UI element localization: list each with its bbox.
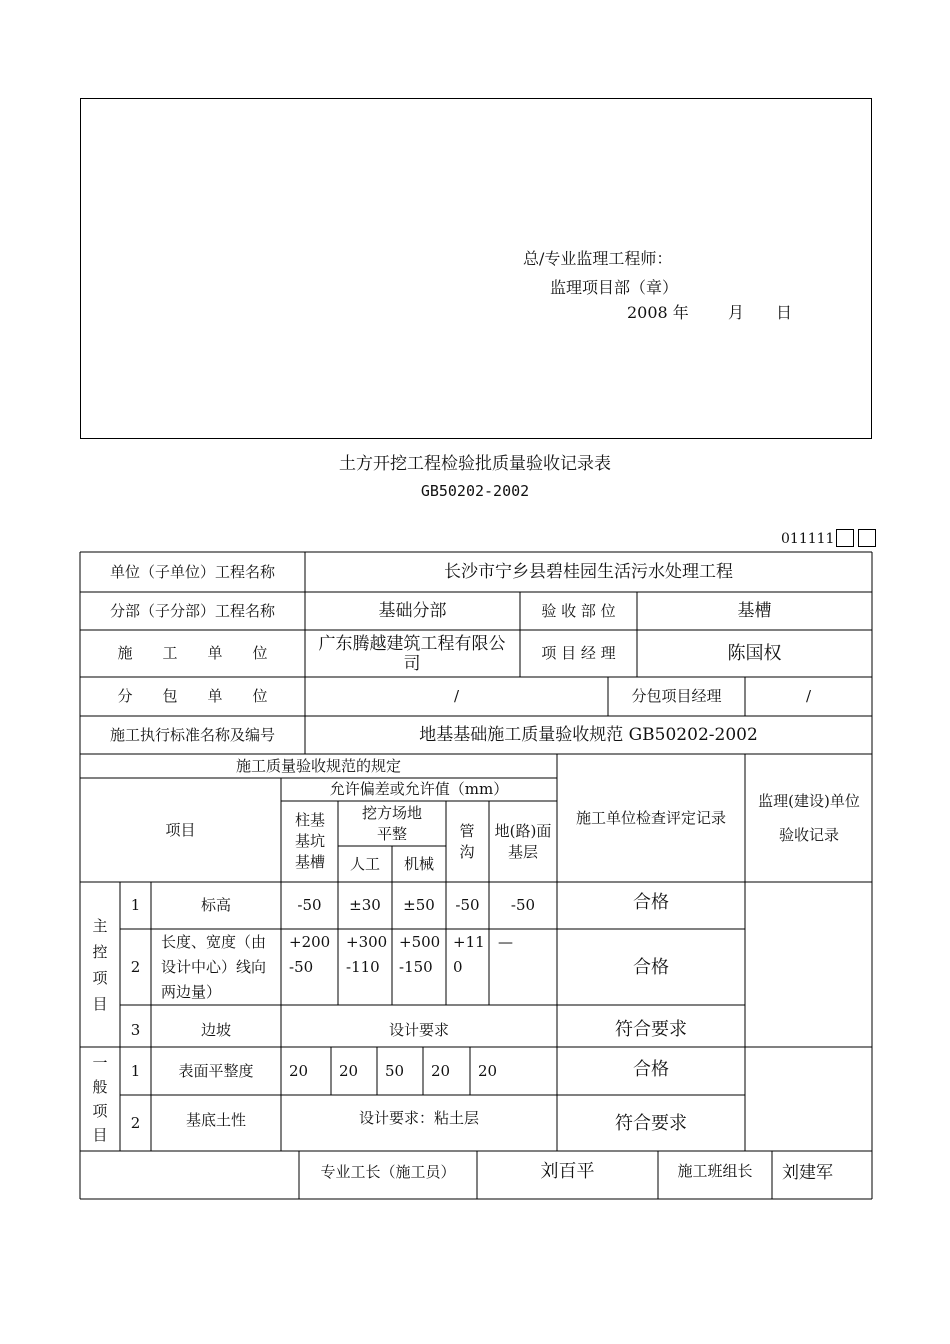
main-2-no: 2 bbox=[130, 957, 141, 976]
col-road: 地(路)面基层 bbox=[494, 821, 552, 861]
main-3-name: 边坡 bbox=[200, 1020, 231, 1039]
main-2-v2[interactable]: +300 -110 bbox=[346, 933, 388, 976]
date-year: 2008 年 bbox=[627, 303, 689, 322]
main-2-v3[interactable]: +500 -150 bbox=[399, 933, 441, 976]
main-1-v5[interactable]: -50 bbox=[510, 896, 536, 914]
main-1-result[interactable]: 合格 bbox=[633, 892, 669, 913]
main-1-v1[interactable]: -50 bbox=[297, 896, 322, 914]
std-value[interactable]: 地基基础施工质量验收规范 GB50202-2002 bbox=[419, 724, 758, 745]
general-1-v3[interactable]: 50 bbox=[385, 1061, 405, 1080]
contractor-label: 施 工 单 位 bbox=[117, 644, 268, 662]
main-group-label: 主控项目 bbox=[92, 916, 108, 1013]
main-2-result[interactable]: 合格 bbox=[633, 956, 669, 978]
main-1-v3[interactable]: ±50 bbox=[403, 896, 435, 914]
general-2-name: 基底土性 bbox=[185, 1110, 246, 1129]
main-2-v1[interactable]: +200 -50 bbox=[289, 933, 331, 976]
project-label: 单位（子单位）工程名称 bbox=[109, 562, 275, 581]
main-2-v5[interactable]: — bbox=[498, 933, 513, 951]
manager-value[interactable]: 陈国权 bbox=[727, 643, 782, 664]
main-3-merged[interactable]: 设计要求 bbox=[388, 1020, 449, 1039]
general-group-label: 一般项目 bbox=[92, 1054, 108, 1144]
sub-manager-value[interactable]: / bbox=[805, 687, 812, 705]
subproject-label: 分部（子分部）工程名称 bbox=[109, 601, 275, 620]
col-manual: 人工 bbox=[349, 854, 380, 873]
main-3-result[interactable]: 符合要求 bbox=[615, 1018, 687, 1040]
contractor-check-header: 施工单位检查评定记录 bbox=[575, 808, 726, 827]
engineer-label: 总/专业监理工程师： bbox=[523, 249, 673, 268]
sub-label: 分 包 单 位 bbox=[117, 687, 268, 705]
subproject-value[interactable]: 基础分部 bbox=[378, 600, 447, 621]
page-title: 土方开挖工程检验批质量验收记录表 bbox=[339, 454, 611, 474]
team-label: 施工班组长 bbox=[677, 1161, 753, 1180]
date-month: 月 bbox=[728, 303, 745, 322]
main-2-name: 长度、宽度（由设计中心）线向两边量） bbox=[161, 932, 267, 1001]
tolerance-header: 允许偏差或允许值（mm） bbox=[329, 780, 509, 798]
spec-header: 施工质量验收规范的规定 bbox=[235, 756, 401, 775]
accept-part-value[interactable]: 基槽 bbox=[737, 600, 772, 621]
col-pit: 柱基基坑基槽 bbox=[294, 811, 325, 871]
general-1-v4[interactable]: 20 bbox=[431, 1061, 451, 1080]
standard-code: GB50202-2002 bbox=[420, 482, 530, 500]
general-1-no: 1 bbox=[130, 1061, 141, 1080]
general-2-merged[interactable]: 设计要求：粘土层 bbox=[358, 1108, 479, 1127]
contractor-value[interactable]: 广东腾越建筑工程有限公司 bbox=[318, 633, 506, 674]
supervisor-check-header: 监理(建设)单位验收记录 bbox=[758, 792, 860, 844]
general-1-v1[interactable]: 20 bbox=[289, 1061, 309, 1080]
team-value[interactable]: 刘建军 bbox=[782, 1162, 833, 1183]
general-2-result[interactable]: 符合要求 bbox=[615, 1112, 687, 1134]
accept-part-label: 验 收 部 位 bbox=[541, 601, 616, 620]
main-1-v4[interactable]: -50 bbox=[455, 896, 480, 914]
main-2-v4[interactable]: +110 bbox=[453, 933, 485, 976]
col-site: 挖方场地平整 bbox=[361, 803, 422, 843]
manager-label: 项 目 经 理 bbox=[541, 644, 616, 662]
item-header: 项目 bbox=[165, 820, 196, 839]
foreman-label: 专业工长（施工员） bbox=[320, 1162, 456, 1181]
sub-manager-label: 分包项目经理 bbox=[631, 687, 722, 705]
sub-value[interactable]: / bbox=[453, 687, 460, 705]
date-day: 日 bbox=[776, 303, 793, 322]
general-1-v5[interactable]: 20 bbox=[478, 1061, 498, 1080]
foreman-value[interactable]: 刘百平 bbox=[540, 1160, 595, 1182]
general-1-v2[interactable]: 20 bbox=[339, 1061, 359, 1080]
dept-label: 监理项目部（章） bbox=[550, 278, 679, 297]
col-trench: 管沟 bbox=[459, 821, 475, 861]
general-1-name: 表面平整度 bbox=[178, 1061, 254, 1080]
main-1-v2[interactable]: ±30 bbox=[349, 896, 381, 914]
form-number: 011111 bbox=[781, 531, 835, 547]
main-3-no: 3 bbox=[130, 1020, 141, 1039]
col-machine: 机械 bbox=[403, 854, 434, 873]
project-value[interactable]: 长沙市宁乡县碧桂园生活污水处理工程 bbox=[444, 561, 733, 582]
main-1-name: 标高 bbox=[200, 896, 231, 914]
general-2-no: 2 bbox=[130, 1113, 141, 1132]
std-label: 施工执行标准名称及编号 bbox=[109, 725, 275, 744]
main-1-no: 1 bbox=[130, 896, 141, 914]
general-1-result[interactable]: 合格 bbox=[633, 1058, 669, 1080]
